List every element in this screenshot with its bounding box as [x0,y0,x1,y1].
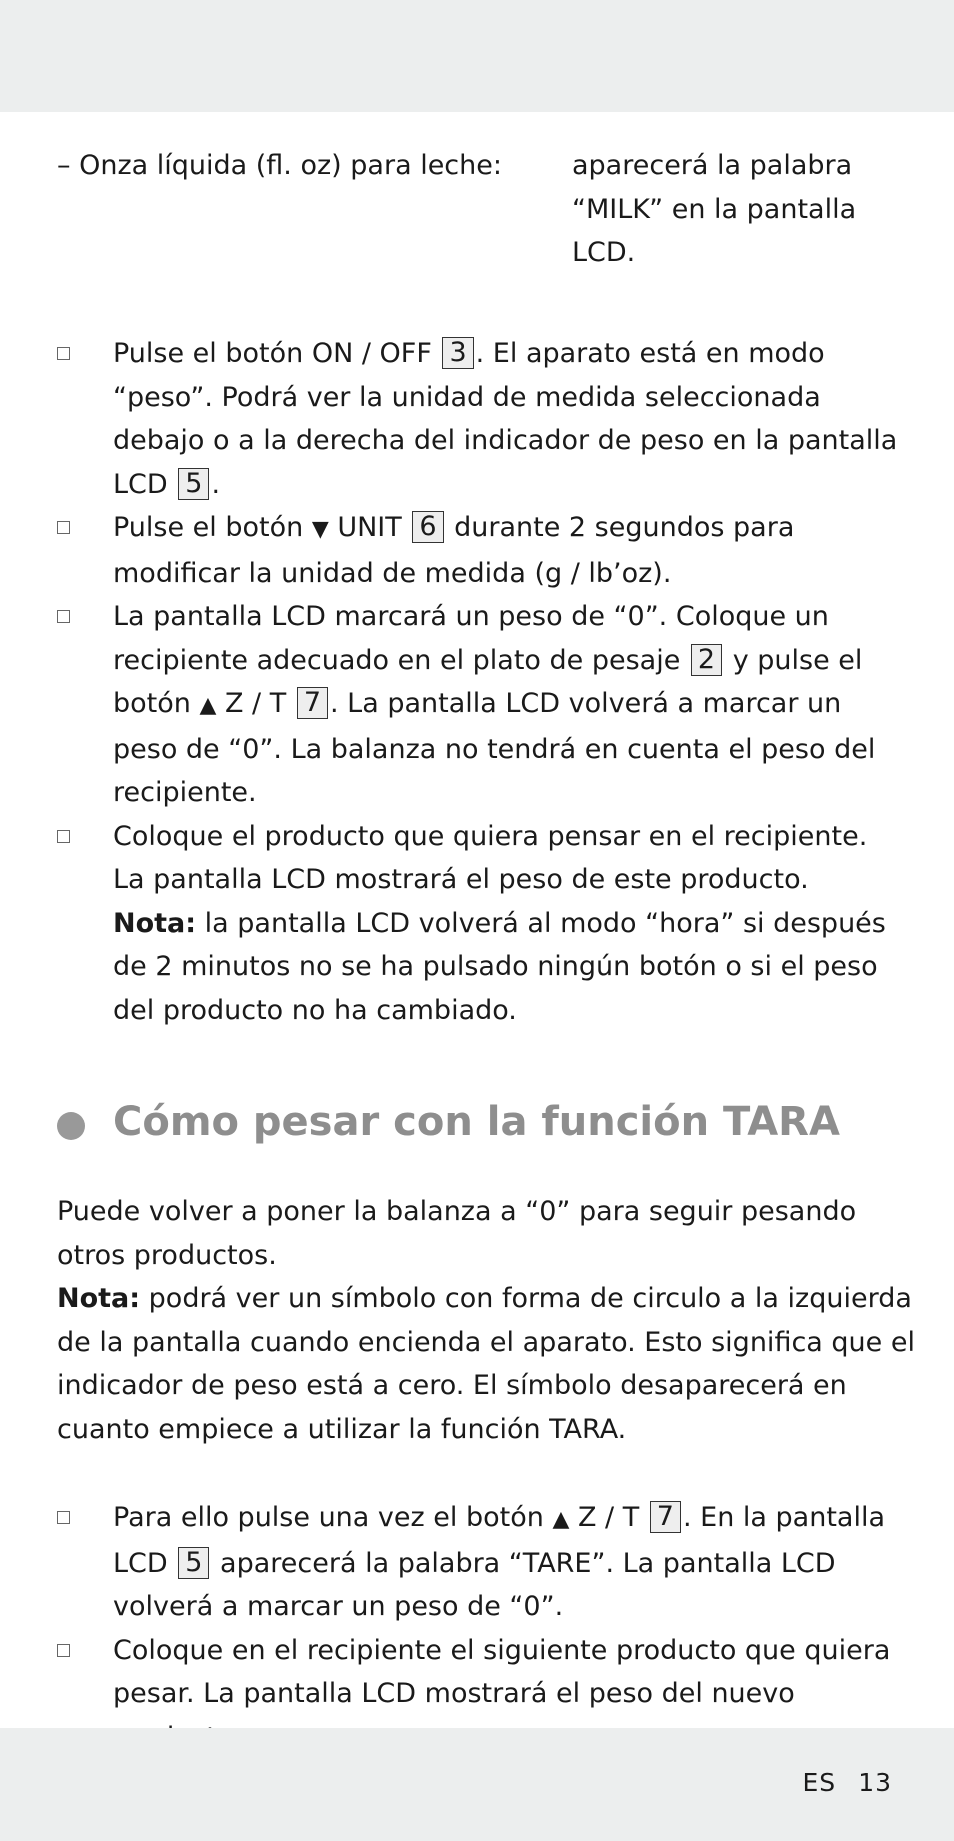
checkbox-icon [57,610,70,623]
step-item: Coloque en el recipiente el siguiente producto que quiera pesar. La pantalla LCD mostrará el peso del nuevo [0,1629,954,1760]
ref-number-2: 2 [691,644,722,676]
step-item: Para ello pulse una vez el botón ▲ Z / T 7 . En la pantalla LCD 5 aparecerá la palabra “TARE”. La pantalla LCD volverá a marcar un peso de “0”. [0,1496,954,1629]
ref-number-7: 7 [650,1501,681,1533]
bullet-dot-icon [57,1112,85,1140]
steps-list-a [0,332,954,1032]
tara-paragraph [57,1190,917,1451]
ref-number-6: 6 [412,511,443,543]
unit-label: – Onza líquida (fl. oz) para leche: [57,150,502,181]
note-label: Nota: [57,1283,141,1314]
tara-intro: Puede volver a poner la balanza a “0” para seguir pesando otros productos. [57,1196,857,1271]
section-heading [0,1095,954,1155]
page-footer [781,1761,892,1805]
ref-number-7: 7 [297,687,328,719]
triangle-up-icon: ▲ [552,1507,570,1532]
checkbox-icon [57,1644,70,1657]
note-text: podrá ver un símbolo con forma de circulo a la izquierda de la pantalla cuando encienda el aparato. Esto significa que el indicador de peso está a cero. El símbolo desaparecerá en cuanto empiece a utilizar la función TARA. [57,1283,915,1445]
checkbox-icon [57,1511,70,1524]
checkbox-icon [57,521,70,534]
unit-description: aparecerá la palabra “MILK” en la pantalla LCD. [572,150,857,268]
content-top [0,144,954,1032]
note-label: Nota: [113,907,197,939]
checkbox-icon [57,347,70,360]
steps-list-b [0,1496,954,1759]
ref-number-5: 5 [178,1547,209,1579]
step-item: Pulse el botón ▼ UNIT 6 durante 2 segundos para modificar la unidad de medida (g / lb’oz). [0,506,954,595]
language-code: ES [802,1768,837,1797]
triangle-up-icon: ▲ [199,693,217,718]
step-item: Pulse el botón ON / OFF 3 . El aparato está en modo “peso”. Podrá ver la unidad de medida seleccionada debajo o a la derecha del indicador de peso en la pantalla LCD 5 . [0,332,954,506]
page-number: 13 [858,1768,892,1797]
step-item: Coloque el producto que quiera pensar en el recipiente. La pantalla LCD mostrará el peso de este producto. Nota: la pantalla LCD volverá al modo “hora” si después de 2 minutos no se ha pulsado ningún botón o si el peso del producto no ha cambiado. [0,815,954,1033]
step-item: La pantalla LCD marcará un peso de “0”. Coloque un recipiente adecuado en el plato de pesaje 2 y pulse el botón ▲ Z / T 7 . La pantalla LCD volverá a marcar un peso de “0”. La balanza no tendrá en cuenta el peso del recipiente. [0,595,954,815]
checkbox-icon [57,830,70,843]
triangle-down-icon: ▼ [311,517,329,542]
ref-number-5: 5 [178,468,209,500]
top-band [0,0,954,112]
ref-number-3: 3 [442,337,473,369]
section-title: Cómo pesar con la función TARA [113,1099,840,1145]
note-text: la pantalla LCD volverá al modo “hora” si después de 2 minutos no se ha pulsado ningún botón o si el peso del producto no ha cambiado. [113,907,886,1026]
unit-definition-row [0,144,954,289]
